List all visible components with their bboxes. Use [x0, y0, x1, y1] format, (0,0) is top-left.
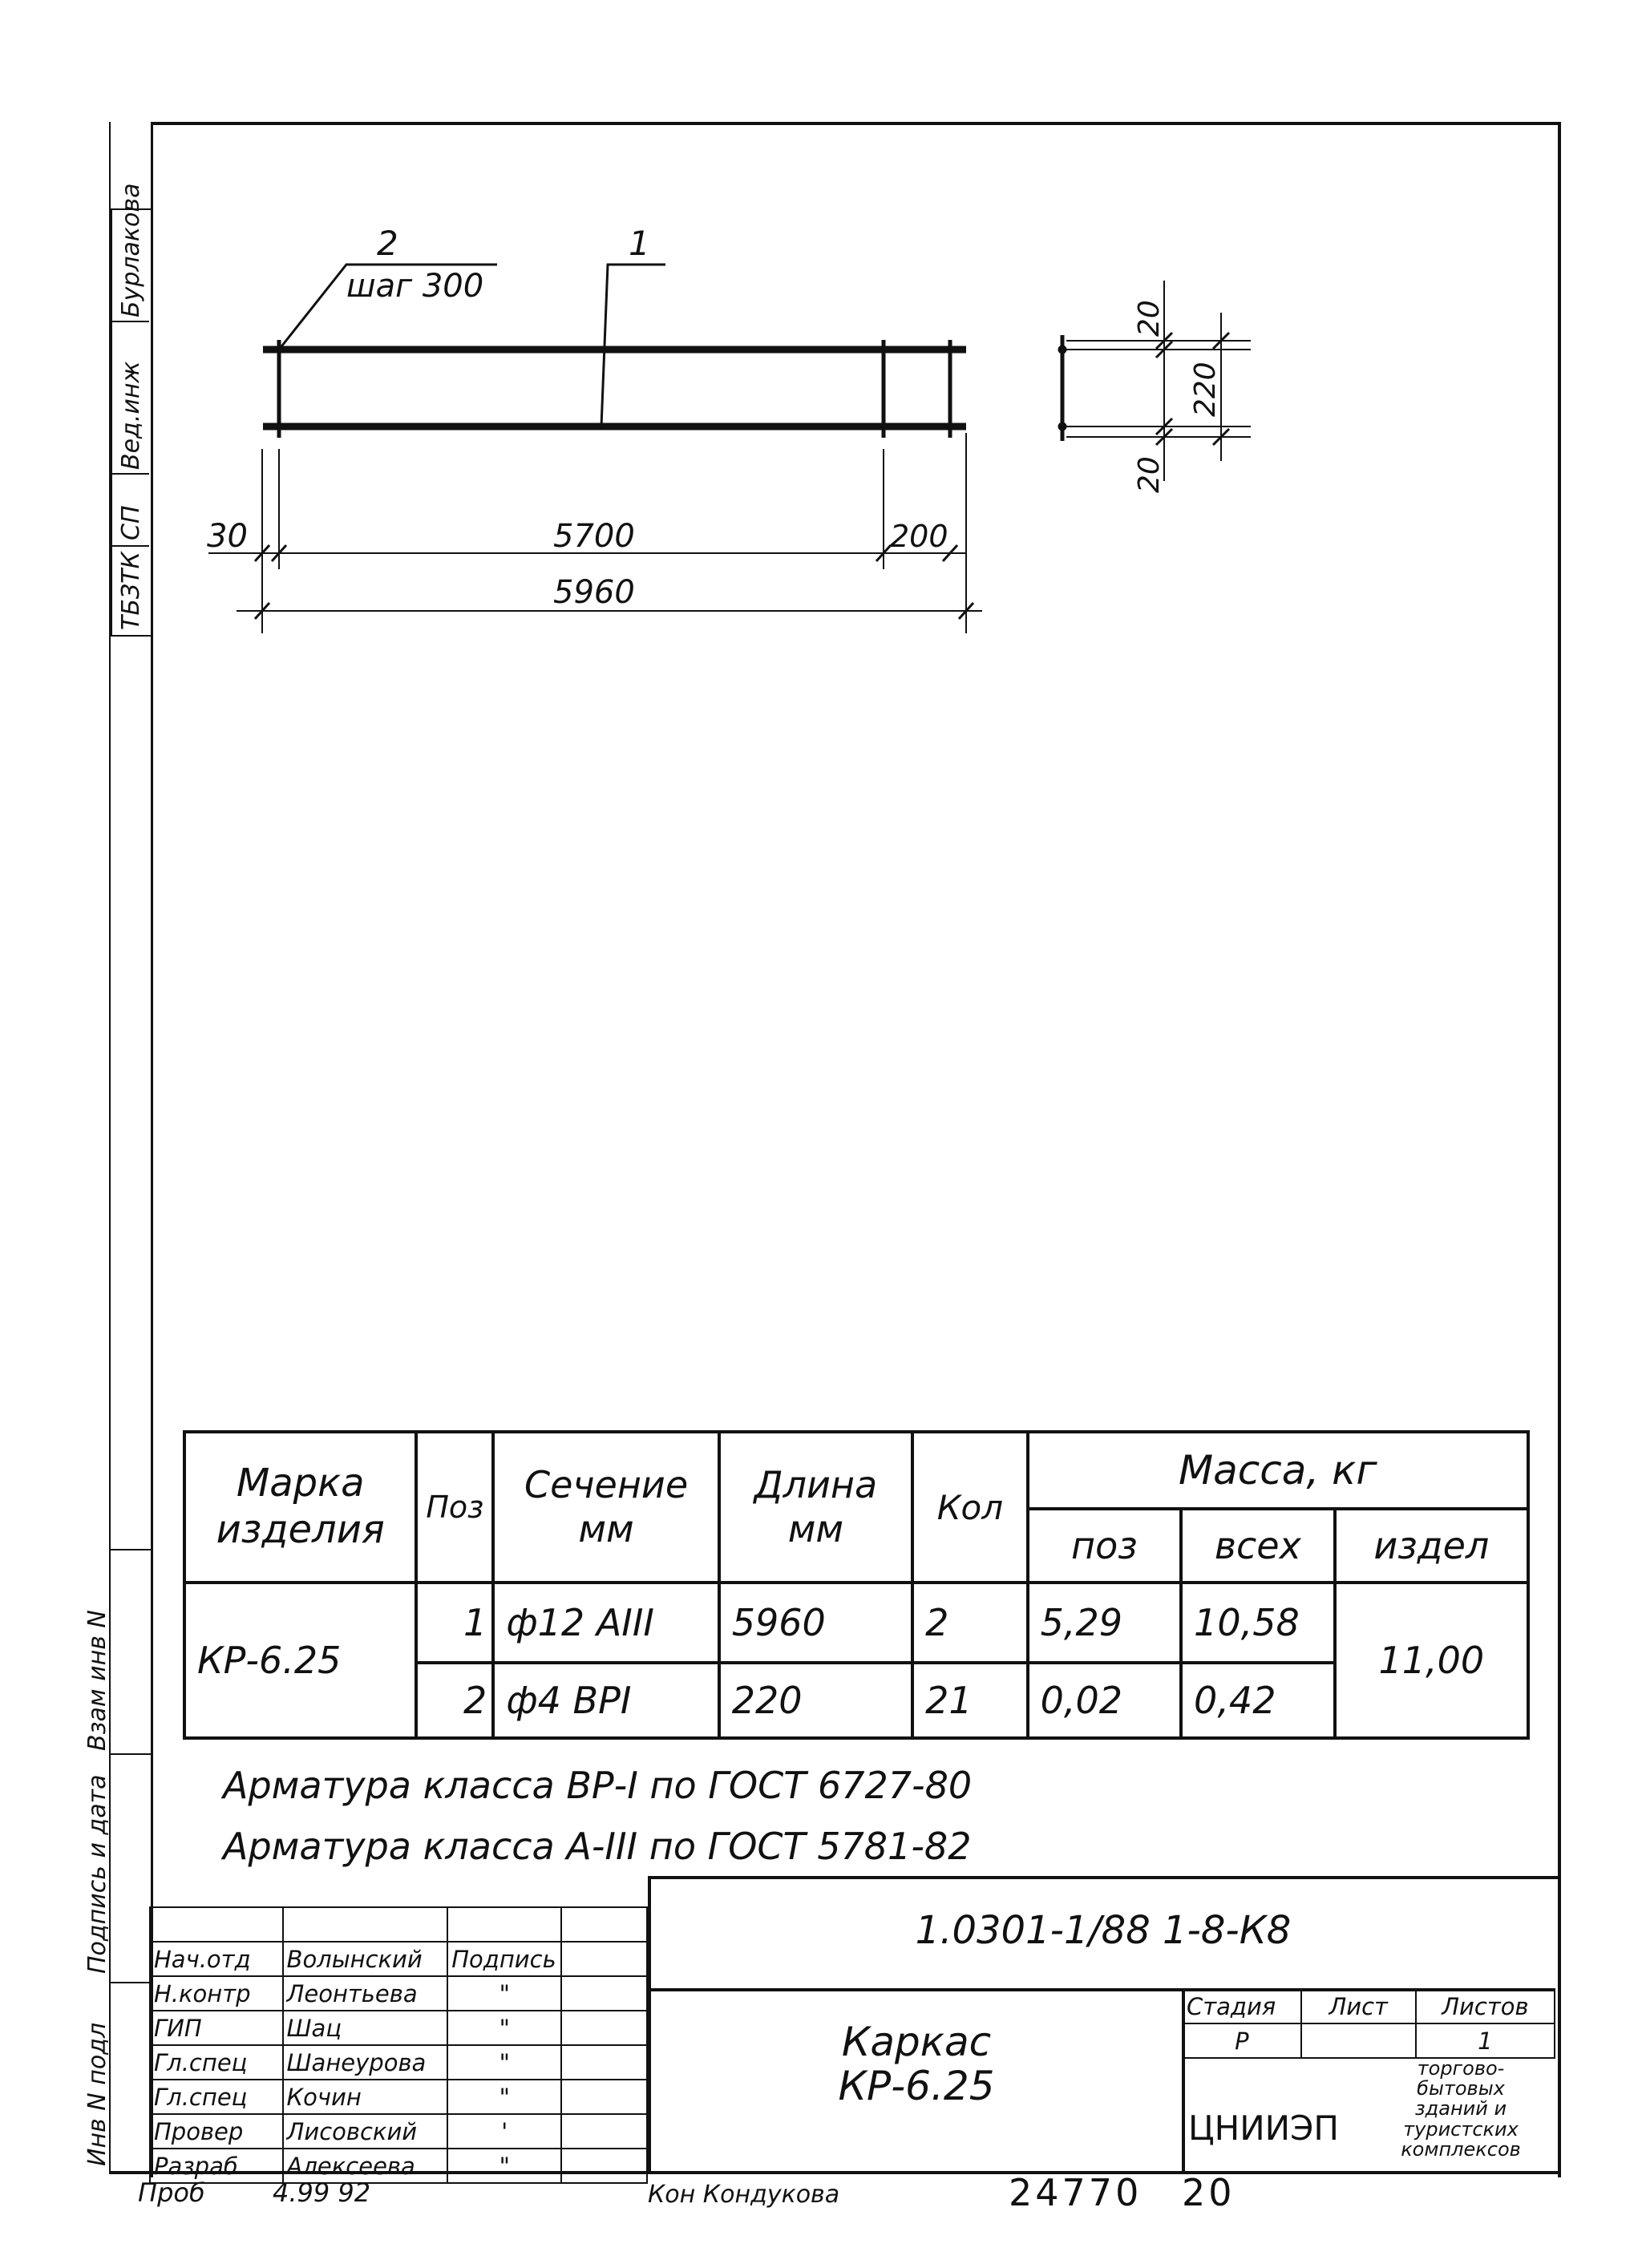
header-mass-all: всех — [1181, 1509, 1335, 1583]
leader-1 — [601, 265, 665, 427]
cell-section: ф12 АIII — [493, 1583, 718, 1663]
stage-table: Стадия Лист Листов Р 1 — [1182, 1988, 1555, 2059]
header-qty: Кол — [912, 1432, 1028, 1583]
cell-mark: КР-6.25 — [184, 1583, 416, 1738]
frame-drawing — [0, 0, 1642, 722]
footer-left: Проб — [138, 2177, 205, 2208]
header-mass-item: издел — [1335, 1509, 1528, 1583]
dim-5960: 5960 — [553, 574, 635, 611]
note-1: Арматура класса ВР-I по ГОСТ 6727-80 — [223, 1764, 973, 1807]
footer-number: 4.99 92 — [273, 2177, 371, 2208]
signature-row: ГИП Шац " — [150, 2011, 647, 2045]
signature-row: Нач.отд Волынский Подпись — [150, 1942, 647, 1976]
stamp-dept: ТБЗТК — [117, 552, 145, 630]
dim-220: 220 — [1189, 362, 1222, 417]
callout-2: 2 — [377, 224, 398, 263]
section-rod-top — [1058, 346, 1066, 354]
signature-row: Н.контр Леонтьева " — [150, 1976, 647, 2011]
stamp-surname: Бурлакова — [117, 183, 145, 317]
cell-qty: 2 — [912, 1583, 1028, 1663]
header-pos: Поз — [416, 1432, 493, 1583]
dim-20-top: 20 — [1133, 300, 1166, 337]
cell-length: 220 — [719, 1663, 912, 1738]
signatures-table — [149, 1906, 648, 2184]
archive-sheet: 20 — [1182, 2171, 1236, 2214]
dim-200: 200 — [890, 519, 948, 554]
cell-mass-all: 0,42 — [1181, 1663, 1335, 1738]
stamp-inv-original: Инв N подл — [83, 2022, 111, 2166]
org-subtitle: торгово- бытовых зданий и туристских комплексов — [1401, 2057, 1521, 2161]
cell-mass-pos: 0,02 — [1028, 1663, 1181, 1738]
header-mass-pos: поз — [1028, 1509, 1181, 1583]
callout-1: 1 — [629, 224, 650, 263]
cell-pos: 1 — [416, 1583, 493, 1663]
cell-mass-all: 10,58 — [1181, 1583, 1335, 1663]
side-stamp-bottom — [83, 1549, 151, 2174]
org-name: ЦНИИЭП — [1188, 2108, 1339, 2148]
signature-row: Гл.спец Шанеурова " — [150, 2045, 647, 2080]
section-rod-bottom — [1058, 422, 1066, 431]
dim-30: 30 — [207, 518, 248, 555]
dim-20-bottom: 20 — [1133, 456, 1166, 493]
stamp-role: Вед.инж — [117, 361, 145, 470]
header-mass: Масса, кг — [1028, 1432, 1528, 1509]
dim-5700: 5700 — [553, 518, 635, 555]
cell-mass-pos: 5,29 — [1028, 1583, 1181, 1663]
doc-number: 1.0301-1/88 1-8-К8 — [915, 1908, 1292, 1953]
cell-qty: 21 — [912, 1663, 1028, 1738]
cell-section: ф4 ВРI — [493, 1663, 718, 1738]
header-length: Длина мм — [719, 1432, 912, 1583]
cell-mass-item: 11,00 — [1335, 1583, 1528, 1738]
footer-copier: Кон Кондукова — [648, 2181, 840, 2209]
stamp-replace-inv: Взам инв N — [83, 1610, 111, 1751]
note-2: Арматура класса А-III по ГОСТ 5781-82 — [223, 1825, 972, 1868]
archive-number: 24770 — [1009, 2171, 1143, 2214]
stamp-sp: СП — [117, 505, 145, 540]
drawing-title: Каркас КР-6.25 — [838, 2019, 995, 2109]
header-mark: Марка изделия — [184, 1432, 416, 1583]
signature-row: Гл.спец Кочин " — [150, 2080, 647, 2114]
signature-row: Провер Лисовский ' — [150, 2114, 647, 2149]
cell-pos: 2 — [416, 1663, 493, 1738]
specification-table — [183, 1430, 1530, 1740]
cell-length: 5960 — [719, 1583, 912, 1663]
signature-row: Разраб Алексеева " — [150, 2149, 647, 2183]
header-section: Сечение мм — [493, 1432, 718, 1583]
step-label: шаг 300 — [346, 268, 484, 305]
stamp-sign-date: Подпись и дата — [83, 1774, 111, 1974]
table-row — [184, 1583, 1528, 1663]
